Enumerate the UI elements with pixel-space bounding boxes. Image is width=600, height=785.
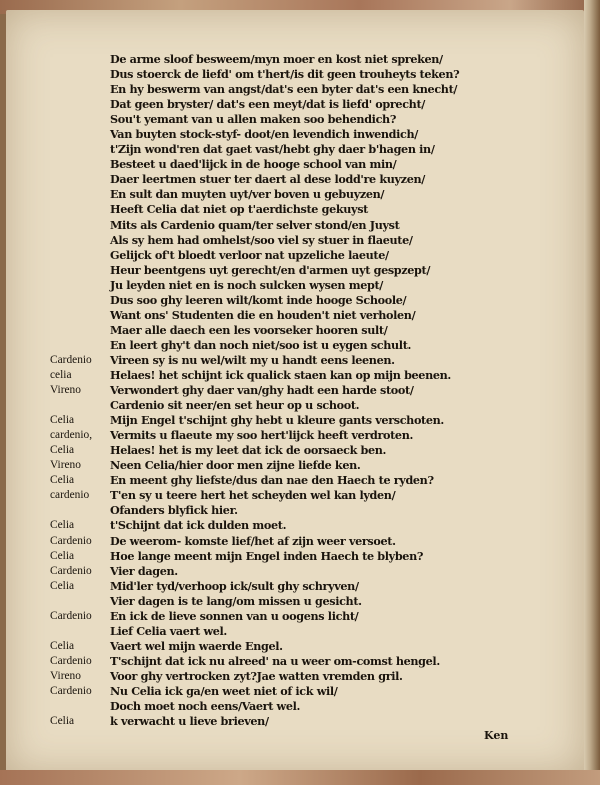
text-line [50, 263, 500, 278]
text-line [50, 518, 500, 533]
speaker-name: Vireno [50, 669, 81, 682]
speaker-name [50, 67, 110, 82]
text-line [50, 338, 500, 353]
text-line [50, 308, 500, 323]
speaker-name: Celia [50, 474, 75, 487]
text-line [50, 187, 500, 202]
speaker-name [50, 142, 110, 157]
speaker-name [50, 202, 110, 217]
text-line [50, 654, 500, 669]
text-line [50, 669, 500, 684]
speaker-name: Celia [50, 444, 75, 457]
play-text [50, 52, 500, 729]
speaker-name [50, 172, 110, 187]
verse-line: Maer alle daech een les voorseker hooren sult/ [110, 322, 388, 337]
speaker-name [50, 278, 110, 293]
text-line [50, 293, 500, 308]
speaker-name: Cardenio [50, 684, 92, 697]
text-line [50, 383, 500, 398]
verse-line: Helaes! het schijnt ick qualick staen kan op mijn beenen. [110, 367, 451, 382]
verse-line: Gelijck of't bloedt verloor nat upzeliche laeute/ [110, 247, 389, 262]
text-line [50, 353, 500, 368]
binding-bottom [0, 770, 600, 785]
speaker-name [50, 218, 110, 233]
verse-line: Heeft Celia dat niet op t'aerdichste gekuyst [110, 202, 368, 217]
text-line [50, 278, 500, 293]
text-line [50, 368, 500, 383]
verse-line: Want ons' Studenten die en houden't niet verholen/ [110, 307, 416, 322]
verse-line: Helaes! het is my leet dat ick de oorsaeck ben. [110, 443, 387, 458]
speaker-name [50, 97, 110, 112]
verse-line: Daer leertmen stuer ter daert al dese lodd're kuyzen/ [110, 172, 425, 187]
speaker-name: Celia [50, 549, 75, 562]
verse-line: De weerom- komste lief/het af zijn weer versoet. [110, 533, 396, 548]
verse-line: En hy beswerm van angst/dat's een byter dat's een knecht/ [110, 82, 458, 97]
verse-line: t'Schijnt dat ick dulden moet. [110, 518, 287, 533]
text-line [50, 323, 500, 338]
verse-line: Vireen sy is nu wel/wilt my u handt eens leenen. [110, 352, 395, 367]
speaker-name [50, 338, 110, 353]
speaker-name: Vireno [50, 384, 81, 397]
text-line [50, 127, 500, 142]
text-line [50, 52, 500, 67]
text-line [50, 564, 500, 579]
verse-line: Vaert wel mijn waerde Engel. [110, 638, 283, 653]
verse-line: Mits als Cardenio quam/ter selver stond/en Juyst [110, 217, 400, 232]
speaker-name: cardenio [50, 489, 90, 502]
verse-line: Verwondert ghy daer van/ghy hadt een harde stoot/ [110, 383, 414, 398]
text-line [50, 624, 500, 639]
verse-line: Mid'ler tyd/verhoop ick/sult ghy schryven/ [110, 578, 359, 593]
text-line [50, 112, 500, 127]
speaker-name [50, 594, 110, 609]
text-line [50, 639, 500, 654]
speaker-name: Cardenio [50, 534, 92, 547]
text-line [50, 609, 500, 624]
speaker-name [50, 157, 110, 172]
verse-line: Doch moet noch eens/Vaert wel. [110, 699, 301, 714]
speaker-name [50, 127, 110, 142]
verse-line: Besteet u daed'lijck in de hooge school van min/ [110, 157, 397, 172]
speaker-name: Celia [50, 639, 75, 652]
text-line [50, 443, 500, 458]
speaker-name: celia [50, 368, 72, 381]
verse-line: En ick de lieve sonnen van u oogens licht/ [110, 608, 359, 623]
verse-line: Nu Celia ick ga/en weet niet of ick wil/ [110, 683, 338, 698]
text-line [50, 142, 500, 157]
speaker-name [50, 293, 110, 308]
speaker-name: Cardenio [50, 353, 92, 366]
speaker-name: Celia [50, 414, 75, 427]
speaker-name [50, 248, 110, 263]
verse-line: Van buyten stock-styf- doot/en levendich inwendich/ [110, 127, 419, 142]
speaker-name: Celia [50, 715, 75, 728]
verse-line: En leert ghy't dan noch niet/soo ist u eygen schult. [110, 337, 412, 352]
text-line [50, 233, 500, 248]
verse-line: k verwacht u lieve brieven/ [110, 714, 269, 729]
verse-line: Ofanders blyfick hier. [110, 503, 238, 518]
speaker-name [50, 112, 110, 127]
verse-line: Heur beentgens uyt gerecht/en d'armen uyt gespzept/ [110, 262, 431, 277]
speaker-name [50, 624, 110, 639]
speaker-name [50, 503, 110, 518]
speaker-name: Cardenio [50, 654, 92, 667]
text-line [50, 714, 500, 729]
text-line [50, 428, 500, 443]
verse-line: t'Zijn wond'ren dat gaet vast/hebt ghy daer b'hagen in/ [110, 142, 435, 157]
verse-line: Vier dagen. [110, 563, 178, 578]
speaker-name [50, 263, 110, 278]
speaker-name [50, 82, 110, 97]
text-line [50, 534, 500, 549]
book-page [6, 10, 584, 774]
text-line [50, 172, 500, 187]
text-line [50, 684, 500, 699]
verse-line: Voor ghy vertrocken zyt?Jae watten vremden gril. [110, 668, 403, 683]
verse-line: En sult dan muyten uyt/ver boven u gebuyzen/ [110, 187, 385, 202]
catchword: Ken [484, 729, 509, 742]
text-line [50, 488, 500, 503]
text-line [50, 218, 500, 233]
verse-line: Hoe lange meent mijn Engel inden Haech te blyben? [110, 548, 424, 563]
verse-line: T'schijnt dat ick nu alreed' na u weer om-comst hengel. [110, 653, 440, 668]
text-line [50, 248, 500, 263]
text-line [50, 473, 500, 488]
speaker-name [50, 398, 110, 413]
speaker-name: Celia [50, 519, 75, 532]
verse-line: Neen Celia/hier door men zijne liefde ken. [110, 458, 361, 473]
text-line [50, 97, 500, 112]
speaker-name [50, 52, 110, 67]
speaker-name [50, 308, 110, 323]
speaker-name: cardenio, [50, 429, 93, 442]
speaker-name [50, 233, 110, 248]
verse-line: Vermits u flaeute my soo hert'lijck heeft verdroten. [110, 428, 414, 443]
text-line [50, 398, 500, 413]
text-line [50, 549, 500, 564]
verse-line: Mijn Engel t'schijnt ghy hebt u kleure gants verschoten. [110, 413, 444, 428]
speaker-name: Vireno [50, 459, 81, 472]
verse-line: Vier dagen is te lang/om missen u gesicht. [110, 593, 362, 608]
text-line [50, 67, 500, 82]
text-line [50, 202, 500, 217]
speaker-name [50, 187, 110, 202]
text-line [50, 699, 500, 714]
verse-line: Als sy hem had omhelst/soo viel sy stuer in flaeute/ [110, 232, 413, 247]
speaker-name [50, 323, 110, 338]
text-line [50, 413, 500, 428]
verse-line: Dat geen bryster/ dat's een meyt/dat is liefd' oprecht/ [110, 97, 426, 112]
text-line [50, 82, 500, 97]
verse-line: Ju leyden niet en is noch sulcken wysen mept/ [110, 277, 384, 292]
page-edge [584, 0, 600, 785]
text-line [50, 594, 500, 609]
speaker-name [50, 699, 110, 714]
text-line [50, 458, 500, 473]
verse-line: Cardenio sit neer/en set heur op u schoot. [110, 398, 360, 413]
text-line [50, 503, 500, 518]
speaker-name: Celia [50, 579, 75, 592]
verse-line: De arme sloof besweem/myn moer en kost niet spreken/ [110, 52, 443, 66]
verse-line: T'en sy u teere hert het scheyden wel kan lyden/ [110, 488, 396, 503]
text-line [50, 157, 500, 172]
speaker-name: Cardenio [50, 564, 92, 577]
verse-line: Sou't yemant van u allen maken soo behendich? [110, 112, 397, 127]
verse-line: Dus soo ghy leeren wilt/komt inde hooge Schoole/ [110, 292, 407, 307]
speaker-name: Cardenio [50, 609, 92, 622]
verse-line: En meent ghy liefste/dus dan nae den Haech te ryden? [110, 473, 434, 488]
verse-line: Lief Celia vaert wel. [110, 623, 227, 638]
text-line [50, 579, 500, 594]
verse-line: Dus stoerck de liefd' om t'hert/is dit geen trouheyts teken? [110, 67, 460, 82]
